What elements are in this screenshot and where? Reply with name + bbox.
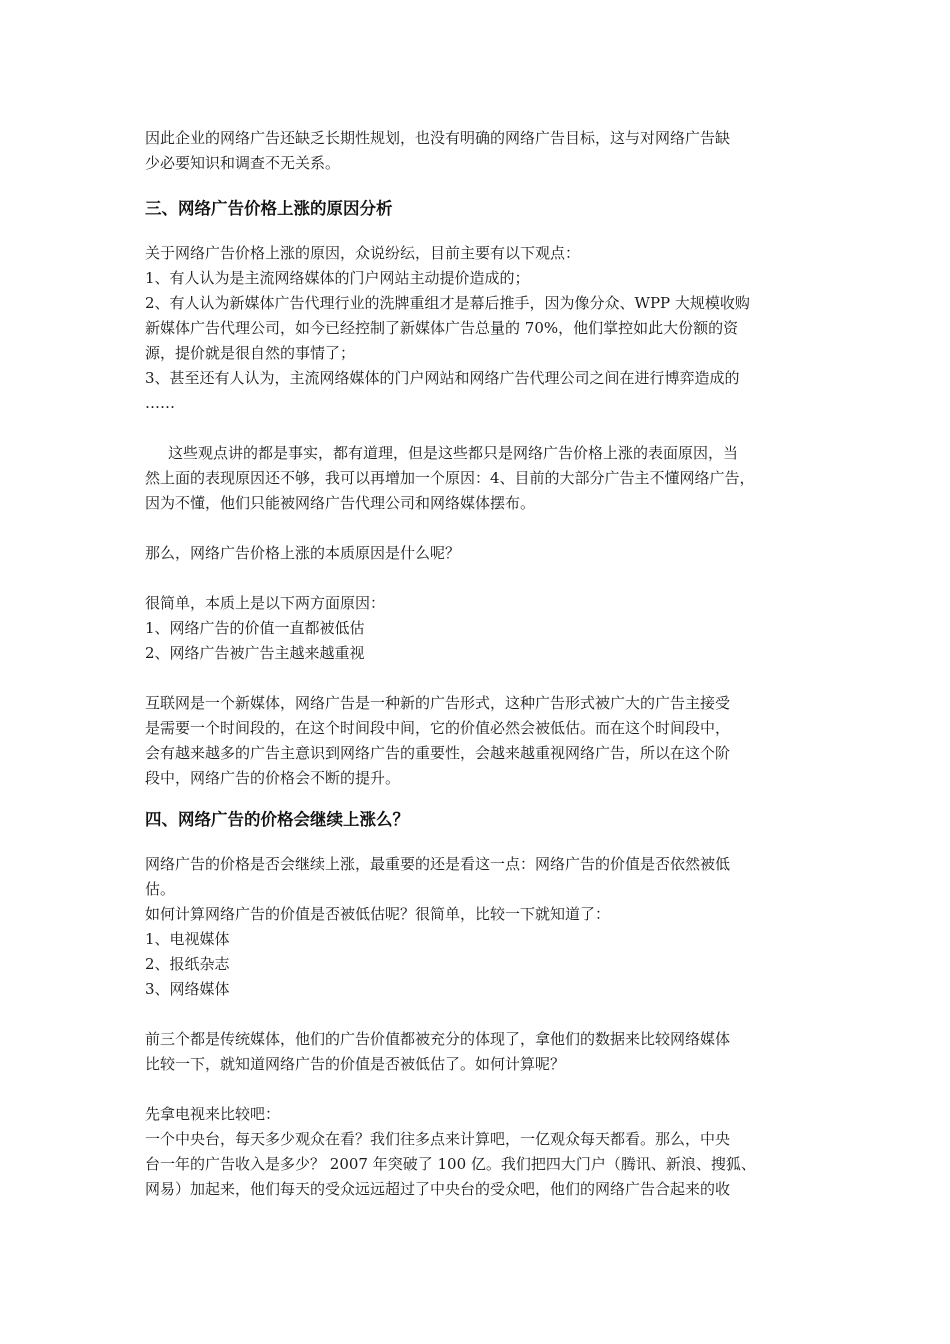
text-line: 台一年的广告收入是多少？ 2007 年突破了 100 亿。我们把四大门户（腾讯、新浪、搜狐、 (145, 1155, 756, 1173)
paragraph-viewpoints (145, 241, 825, 416)
paragraph-surface-reasons (145, 441, 825, 516)
list-item: 3、网络媒体 (145, 980, 230, 998)
paragraph-value-comparison (145, 852, 825, 1002)
list-item: 1、有人认为是主流网络媒体的门户网站主动提价造成的； (145, 269, 530, 287)
paragraph-question (145, 541, 825, 566)
text-line: 因为不懂，他们只能被网络广告代理公司和网络媒体摆布。 (145, 494, 536, 512)
document-body (145, 126, 825, 1202)
text-line: 比较一下，就知道网络广告的价值是否被低估了。如何计算呢？ (145, 1055, 566, 1073)
section-heading-4: 四、网络广告的价格会继续上涨么？ (145, 810, 409, 829)
list-item: 1、网络广告的价值一直都被低估 (145, 619, 365, 637)
text-line: 一个中央台，每天多少观众在看？我们往多点来计算吧，一亿观众每天都看。那么，中央 (145, 1130, 731, 1148)
paragraph-traditional-media (145, 1027, 825, 1077)
list-item: 1、电视媒体 (145, 930, 230, 948)
text-line: 这些观点讲的都是事实，都有道理，但是这些都只是网络广告价格上涨的表面原因，当 (168, 444, 739, 462)
text-line: 因此企业的网络广告还缺乏长期性规划，也没有明确的网络广告目标，这与对网络广告缺 (145, 129, 731, 147)
list-item: 3、甚至还有人认为，主流网络媒体的门户网站和网络广告代理公司之间在进行博弈造成的 (145, 369, 740, 387)
text-line: 关于网络广告价格上涨的原因，众说纷纭，目前主要有以下观点： (145, 244, 581, 262)
text-line: 那么，网络广告价格上涨的本质原因是什么呢？ (145, 544, 461, 562)
text-line: 估。 (145, 880, 176, 898)
text-line: 源，提价就是很自然的事情了； (145, 344, 356, 362)
text-line: 互联网是一个新媒体，网络广告是一种新的广告形式，这种广告形式被广大的广告主接受 (145, 694, 731, 712)
list-item: 2、有人认为新媒体广告代理行业的洗牌重组才是幕后推手，因为像分众、WPP 大规模收购 (145, 294, 750, 312)
paragraph-intro (145, 126, 825, 176)
list-item: 2、网络广告被广告主越来越重视 (145, 644, 365, 662)
text-line: 段中，网络广告的价格会不断的提升。 (145, 769, 401, 787)
text-line: 前三个都是传统媒体，他们的广告价值都被充分的体现了，拿他们的数据来比较网络媒体 (145, 1030, 731, 1048)
text-line: 少必要知识和调查不无关系。 (145, 154, 341, 172)
list-item: 2、报纸杂志 (145, 955, 230, 973)
text-line: 是需要一个时间段的，在这个时间段中间，它的价值必然会被低估。而在这个时间段中， (145, 719, 731, 737)
text-line: 会有越来越多的广告主意识到网络广告的重要性，会越来越重视网络广告，所以在这个阶 (145, 744, 731, 762)
text-line: 新媒体广告代理公司，如今已经控制了新媒体广告总量的 70%，他们掌控如此大份额的资 (145, 319, 739, 337)
paragraph-internet-media (145, 691, 825, 791)
text-line: 先拿电视来比较吧： (145, 1105, 281, 1123)
text-line: 很简单，本质上是以下两方面原因： (145, 594, 386, 612)
text-line: …… (145, 394, 175, 412)
text-line: 网易）加起来，他们每天的受众远远超过了中央台的受众吧，他们的网络广告合起来的收 (145, 1180, 731, 1198)
text-line: 网络广告的价格是否会继续上涨，最重要的还是看这一点：网络广告的价值是否依然被低 (145, 855, 731, 873)
paragraph-essential-reasons (145, 591, 825, 666)
paragraph-tv-comparison (145, 1102, 825, 1202)
section-heading-3: 三、网络广告价格上涨的原因分析 (145, 199, 393, 218)
text-line: 然上面的表现原因还不够，我可以再增加一个原因：4、目前的大部分广告主不懂网络广告， (145, 469, 755, 487)
text-line: 如何计算网络广告的价值是否被低估呢？很简单，比较一下就知道了： (145, 905, 611, 923)
